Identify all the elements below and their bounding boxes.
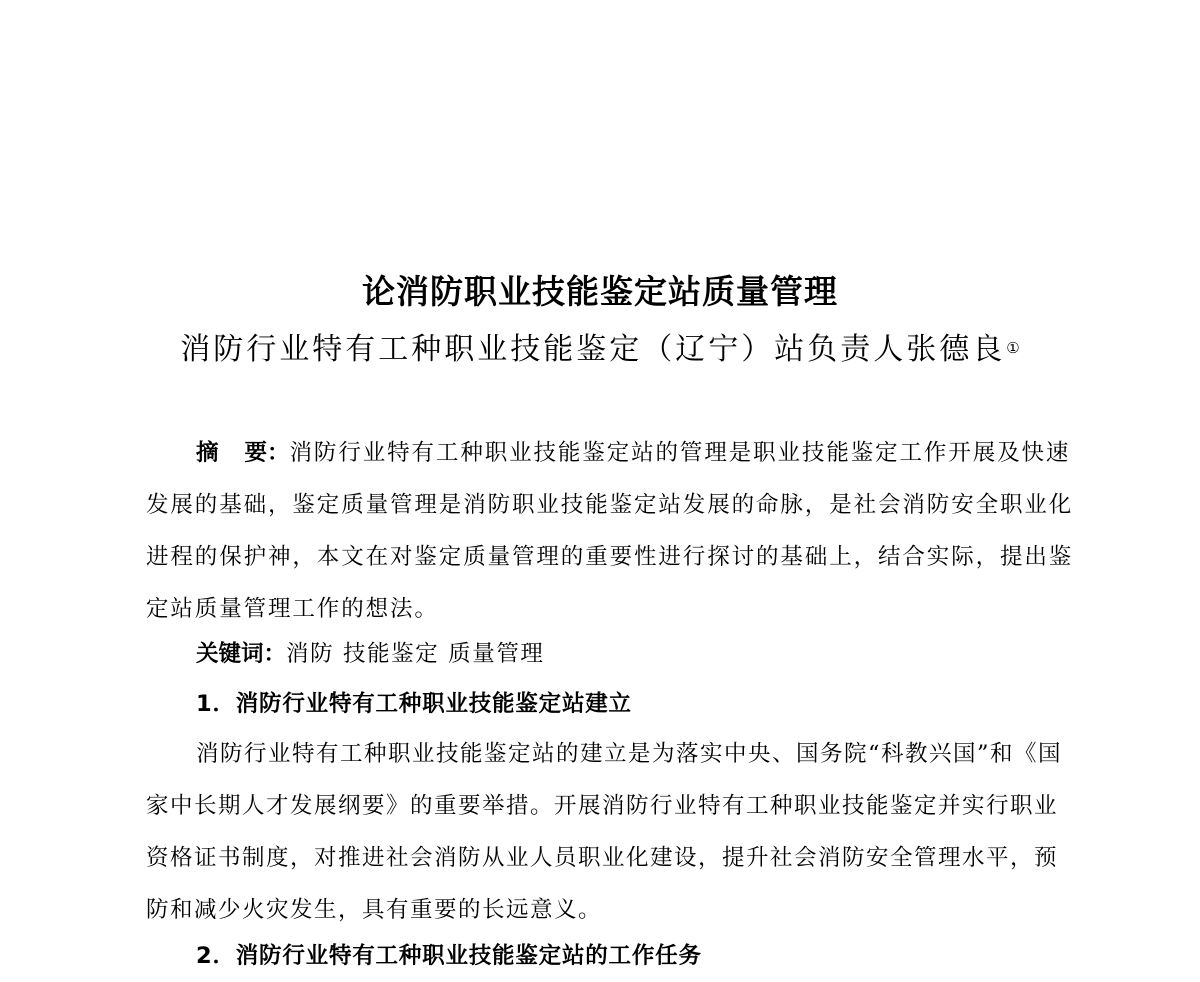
keywords-text: 消防 技能鉴定 质量管理 [286,641,545,667]
abstract-text: 消防行业特有工种职业技能鉴定站的管理是职业技能鉴定工作开展及快速发展的基础，鉴定质量管理是消防职业技能鉴定站发展的命脉，是社会消防安全职业化进程的保护神，本文在对鉴定质量管理的重要性进行探讨的基础上，结合实际，提出鉴定站质量管理工作的想法。 [146,440,1074,622]
paper-title: 论消防职业技能鉴定站质量管理 [362,272,838,311]
abstract-paragraph [146,427,1076,635]
footnote-marker: ① [1006,339,1020,357]
abstract-label-first: 摘 [196,440,219,466]
author-affiliation: 消防行业特有工种职业技能鉴定（辽宁）站负责人张德良 [180,332,1006,367]
section-1-body: 消防行业特有工种职业技能鉴定站的建立是为落实中央、国务院“科教兴国”和《国家中长期人才发展纲要》的重要举措。开展消防行业特有工种职业技能鉴定并实行职业资格证书制度，对推进社会消防从业人员职业化建设，提升社会消防安全管理水平，预防和减少火灾发生，具有重要的长远意义。 [146,741,1063,923]
keywords-label: 关键词： [196,641,287,667]
keywords-line [196,628,545,680]
author-line [0,327,1200,373]
section-heading-2: 2．消防行业特有工种职业技能鉴定站的工作任务 [196,943,702,969]
section-heading-1: 1．消防行业特有工种职业技能鉴定站建立 [196,691,632,717]
abstract-label [196,440,290,466]
abstract-label-second: 要： [244,440,290,466]
